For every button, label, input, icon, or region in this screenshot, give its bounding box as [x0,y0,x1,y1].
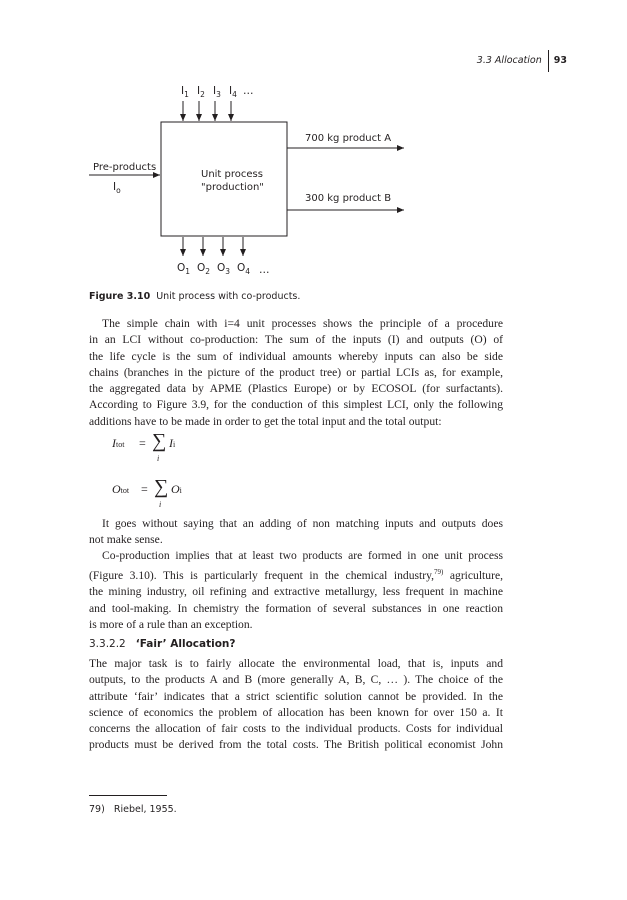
text-line: is more of a rule than an exception. [89,618,253,632]
text-line: in an LCI without co-production: The sum of the inputs (I) and outputs (O) of [89,333,503,347]
eq2-index: i [159,500,162,509]
box-label-line1: Unit process [201,169,263,180]
eq2-lhs: Otot [112,482,130,496]
output-label-1: $O_1$ [177,262,191,276]
running-header [477,50,567,72]
product-a-label: 700 kg product A [305,133,392,144]
paragraph-lci-principle [89,316,503,430]
text-line: the aggregated data by APME (Plastics Europe) or by ECOSOL (for surfactants). [89,382,503,396]
text-line: the mining industry, oil refining and extractive metallurgy, less frequent in machine [89,585,503,599]
header-section-title: 3.3 Allocation [476,55,542,66]
text-line: science of economics the problem of allocation has been known for over 150 a. It [89,705,503,719]
input-label-2: $I_2$ [197,85,205,99]
box-label-line2: "production" [201,182,264,193]
footnote-text: Riebel, 1955. [113,804,177,815]
text-line: The simple chain with i=4 unit processes shows the principle of a procedure [102,317,503,330]
text-line-with-footnote: (Figure 3.10). This is particularly frequent in the chemical industry,$^{79)}$ agriculture, [89,568,503,583]
paragraph-fair-allocation [89,656,503,754]
footnote [89,804,177,815]
footnote-divider [89,795,167,796]
output-ellipsis: … [259,264,270,276]
subsection-number: 3.3.2.2 [89,638,126,650]
text-line: concerns the allocation of fair costs to the individual products. Costs for individual [89,722,503,736]
text-line: not make sense. [89,533,163,547]
input-ellipsis: … [243,85,254,97]
subsection-heading [89,638,236,650]
unit-process-figure [0,80,627,280]
subsection-title: ‘Fair’ Allocation? [135,638,236,650]
output-label-2: $O_2$ [197,262,211,276]
eq2-term: Oi [171,482,182,496]
figure-caption [89,291,300,302]
figure-caption-label: Figure 3.10 [89,291,151,302]
pre-products-symbol: $I_o$ [113,181,121,195]
text-line: It goes without saying that an adding of non matching inputs and outputs does [102,517,503,530]
eq1-sum-symbol: ∑ [152,430,167,452]
text-line: the life cycle is the sum of individual amounts whereby inputs can also be side [89,349,503,363]
text-line: The major task is to fairly allocate the environmental load, that is, inputs and [89,657,503,670]
footnote-ref-79[interactable]: 79) [434,568,444,577]
footnote-number: 79) [89,804,105,815]
text-line: products must be derived from the total costs. The British political economist John [89,738,503,752]
pre-products-label: Pre-products [93,162,157,173]
page-number: 93 [553,55,567,66]
eq2-equals: = [141,482,148,496]
text-line: and tool-making. In chemistry the formation of several substances in one reaction [89,601,503,615]
figure-caption-text: Unit process with co-products. [156,291,301,302]
paragraph-co-production [89,548,503,633]
text-line: outputs, to the products A and B (more generally A, B, C, … ). The choice of the [89,673,503,687]
eq1-lhs: Itot [112,436,125,450]
text-line: chains (branches in the picture of the product tree) or partial LCIs as, for example, [89,365,503,379]
text-line: Co-production implies that at least two products are formed in one unit process [102,549,503,562]
output-label-4: $O_4$ [237,262,251,276]
paragraph-non-matching [89,516,503,549]
input-label-3: $I_3$ [213,85,221,99]
output-label-3: $O_3$ [217,262,231,276]
input-label-1: $I_1$ [181,85,189,99]
eq1-term: Ii [169,436,176,450]
text-line: additions have to be made in order to get the total input and the total output: [89,414,442,428]
text-line: attribute ‘fair’ indicates that a strict scientific solution cannot be provided. In the [89,689,503,703]
text-line: According to Figure 3.9, for the conduction of this simplest LCI, only the following [89,398,503,412]
eq1-index: i [157,454,160,463]
product-b-label: 300 kg product B [305,193,392,204]
eq2-sum-symbol: ∑ [154,476,169,498]
equation-total-output [112,476,192,512]
eq1-equals: = [139,436,146,450]
input-label-4: $I_4$ [229,85,237,99]
equation-total-input [112,430,192,466]
